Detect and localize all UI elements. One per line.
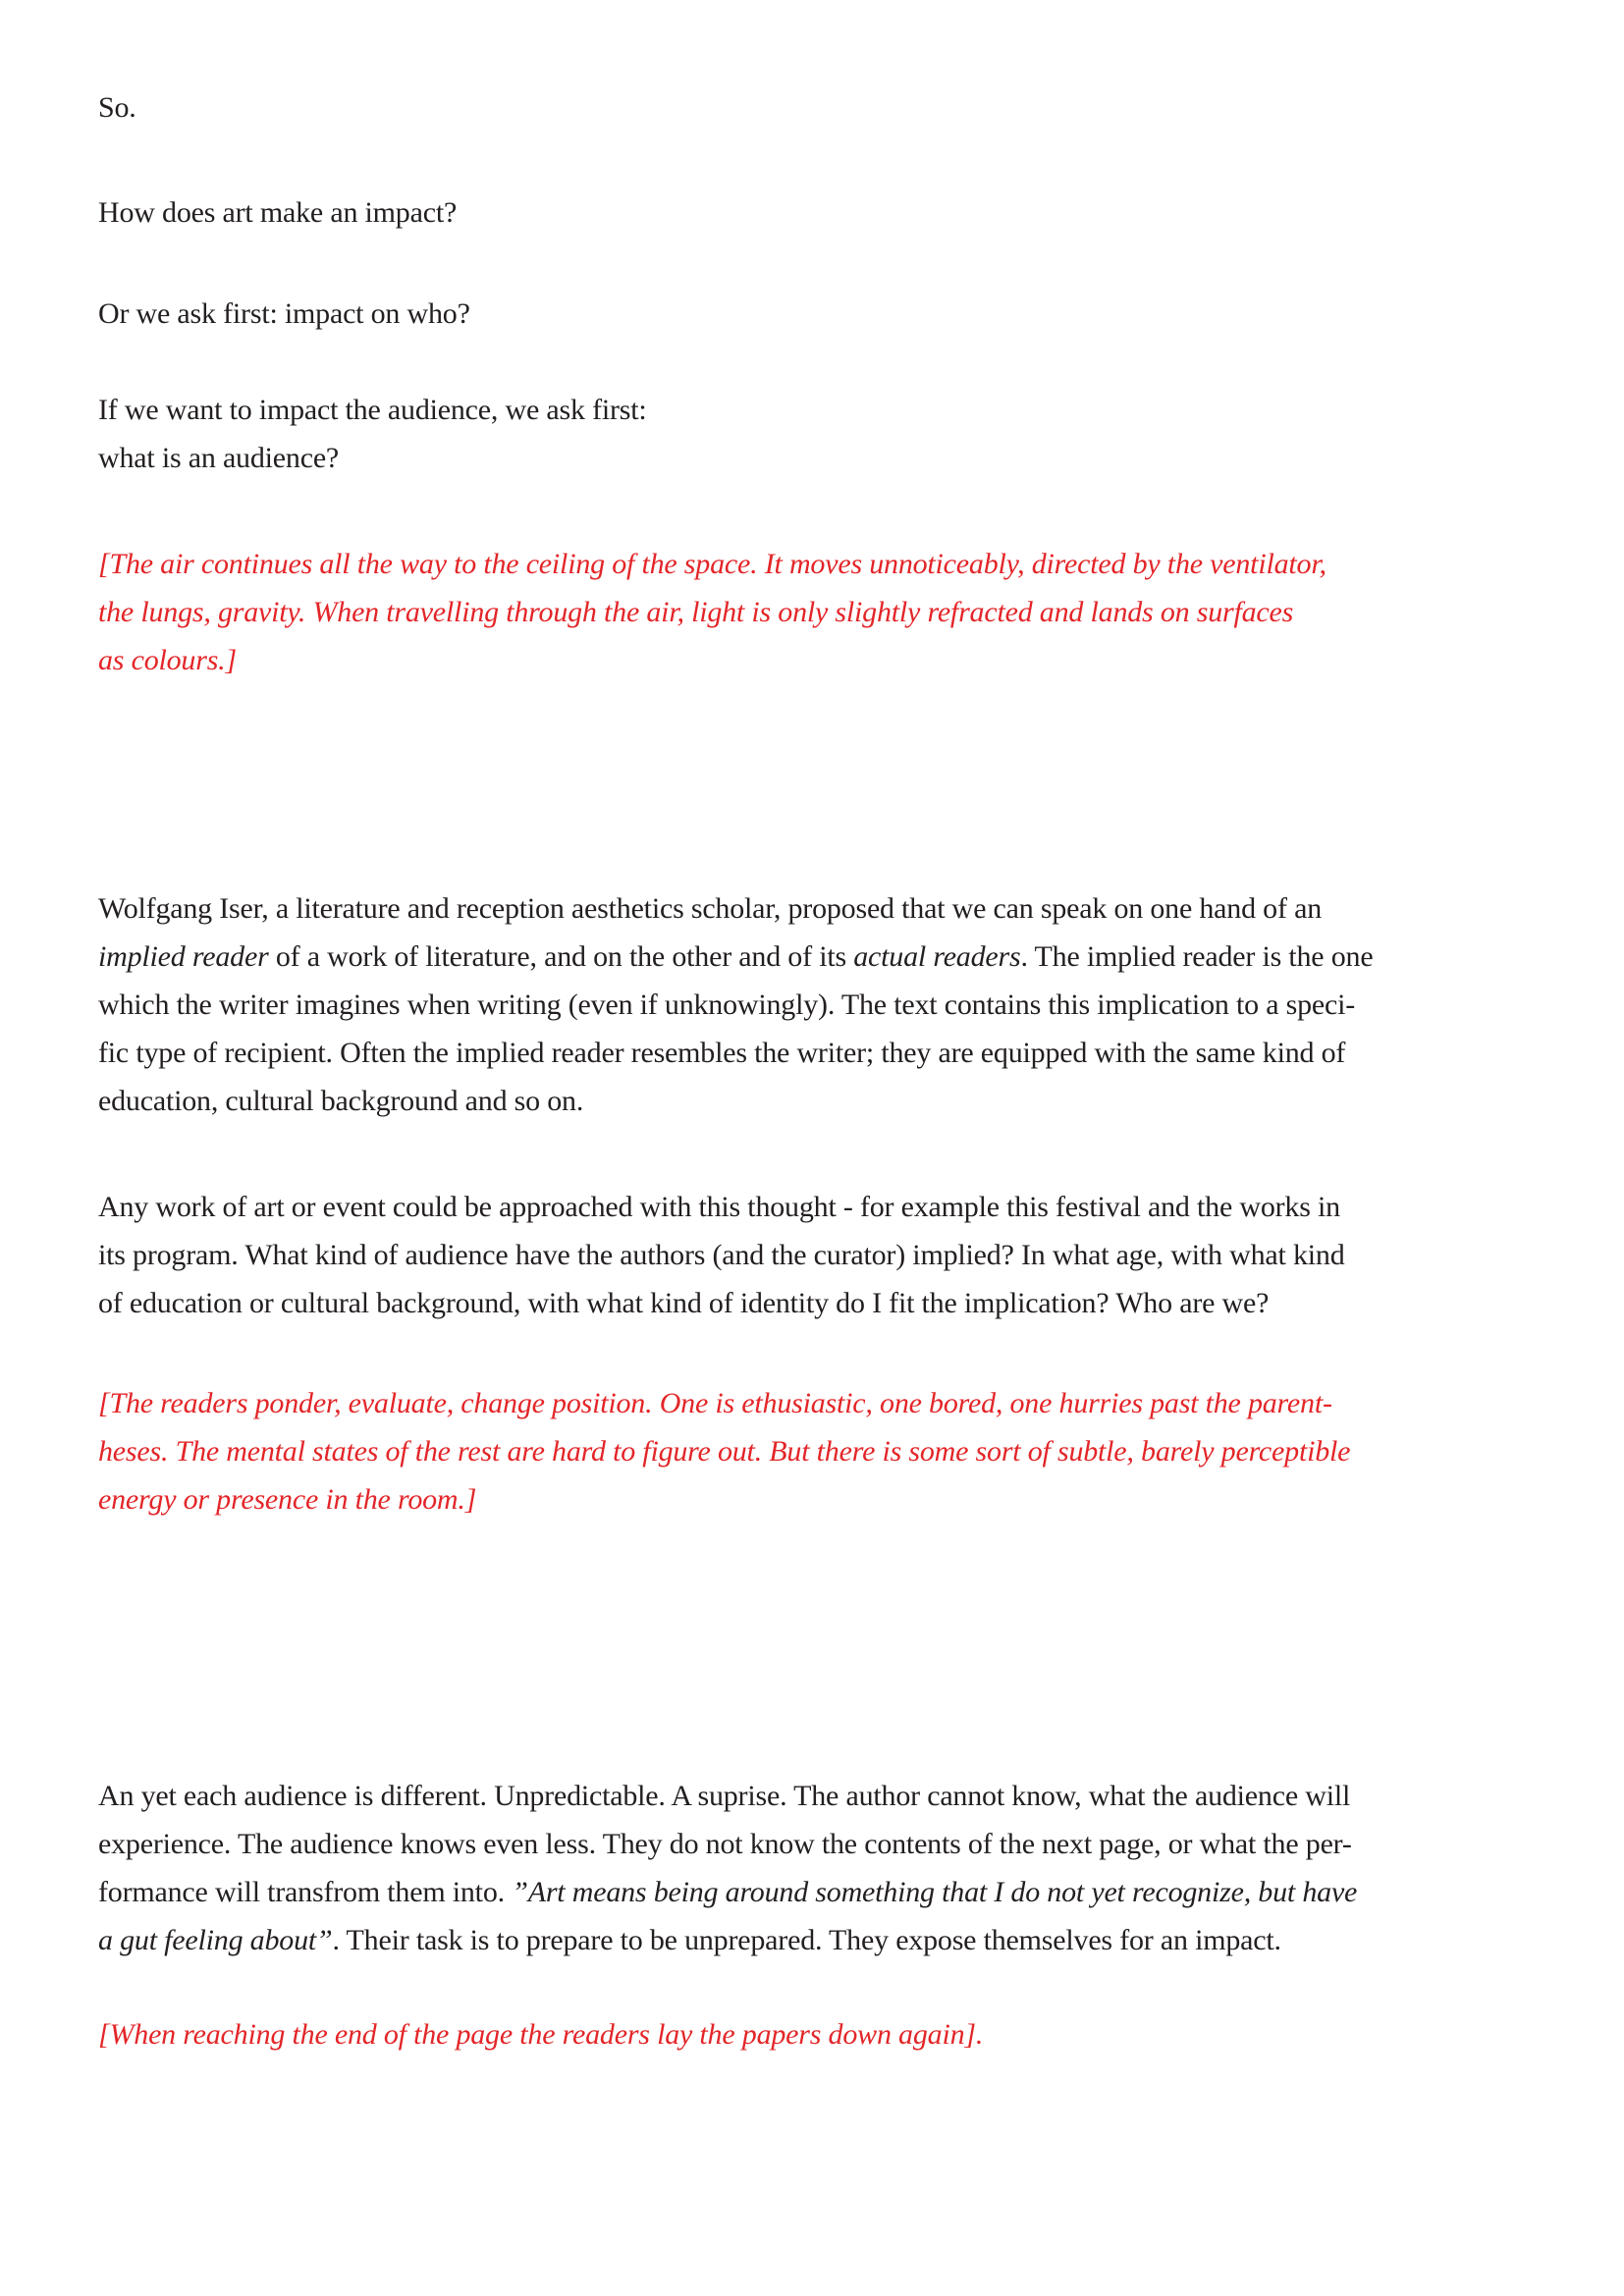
paragraph-so [98,83,1530,132]
text-line [98,1475,1530,1523]
text-line [98,2010,1530,2058]
text-line [98,933,1530,981]
text-segment: . Their task is to prepare to be unprepared. They expose themselves for an impact. [332,1924,1281,1956]
emphasized-text: a gut feeling about” [98,1924,333,1956]
text-segment: If we want to impact the audience, we ask first: [98,394,647,426]
text-line [98,1279,1530,1327]
text-segment: what is an audience? [98,442,340,474]
text-line [98,1916,1530,1964]
stage-direction-stage-end [98,2010,1530,2058]
text-segment: . The implied reader is the one [1020,940,1374,973]
text-line [98,884,1530,933]
text-segment: fic type of recipient. Often the implied reader resembles the writer; they are equipped with the same kind of [98,1037,1346,1069]
text-segment: the lungs, gravity. When travelling through the air, light is only slightly refracted and lands on surfaces [98,596,1294,628]
text-line [98,188,1530,237]
text-segment: Wolfgang Iser, a literature and reception aesthetics scholar, proposed that we can speak on one hand of an [98,892,1322,925]
text-line [98,636,1530,684]
text-segment: [The readers ponder, evaluate, change position. One is ethusiastic, one bored, one hurries past the parent- [98,1387,1332,1419]
text-segment: experience. The audience knows even less. They do not know the contents of the next page, or what the per- [98,1828,1352,1860]
text-line [98,1868,1530,1916]
text-segment: as colours.] [98,644,237,676]
text-line [98,540,1530,588]
emphasized-text: actual readers [853,940,1021,973]
text-segment: energy or presence in the room.] [98,1483,477,1516]
text-segment: its program. What kind of audience have the authors (and the curator) implied? In what age, with what kind [98,1239,1345,1271]
text-segment: heses. The mental states of the rest are hard to figure out. But there is some sort of subtle, barely perceptible [98,1435,1351,1468]
text-segment: So. [98,91,136,124]
text-segment: [The air continues all the way to the ceiling of the space. It moves unnoticeably, directed by the ventilator, [98,548,1326,580]
text-segment: of a work of literature, and on the other and of its [268,940,854,973]
text-line [98,386,1530,434]
paragraph-question-audience [98,386,1530,482]
emphasized-text: ”Art means being around something that I do not yet recognize, but have [512,1876,1358,1908]
text-line [98,1231,1530,1279]
text-line [98,1183,1530,1231]
emphasized-text: implied reader [98,940,269,973]
text-line [98,1379,1530,1427]
text-segment: formance will transfrom them into. [98,1876,513,1908]
text-line [98,588,1530,636]
paragraph-question-who [98,290,1530,338]
text-line [98,1427,1530,1475]
text-segment: How does art make an impact? [98,196,458,229]
text-segment: which the writer imagines when writing (even if unknowingly). The text contains this implication to a speci- [98,988,1356,1021]
paragraph-question-impact [98,188,1530,237]
paragraph-any-work [98,1183,1530,1327]
text-line [98,434,1530,482]
text-segment: Or we ask first: impact on who? [98,297,470,330]
text-segment: of education or cultural background, with what kind of identity do I fit the implication? Who are we? [98,1287,1270,1319]
text-line [98,1772,1530,1820]
text-segment: An yet each audience is different. Unpredictable. A suprise. The author cannot know, what the audience will [98,1780,1351,1812]
text-segment: [When reaching the end of the page the readers lay the papers down again]. [98,2018,984,2051]
text-line [98,981,1530,1029]
paragraph-each-audience [98,1772,1530,1964]
stage-direction-stage-air [98,540,1530,684]
text-line [98,1077,1530,1125]
text-line [98,290,1530,338]
text-segment: Any work of art or event could be approached with this thought - for example this festival and the works in [98,1191,1340,1223]
text-line [98,83,1530,132]
text-line [98,1029,1530,1077]
text-line [98,1820,1530,1868]
stage-direction-stage-readers [98,1379,1530,1523]
text-segment: education, cultural background and so on. [98,1085,584,1117]
paragraph-iser [98,884,1530,1125]
